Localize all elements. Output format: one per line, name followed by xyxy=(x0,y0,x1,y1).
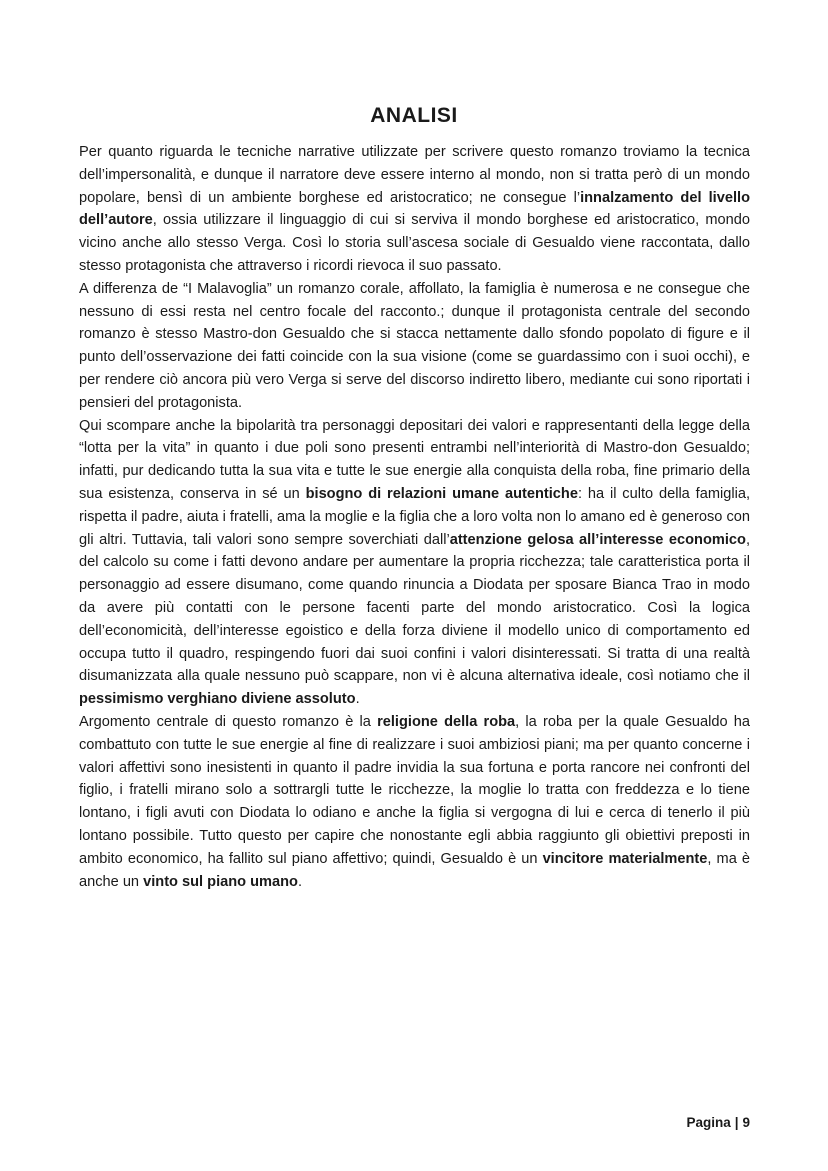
paragraph xyxy=(79,415,750,711)
page-number: 9 xyxy=(742,1115,750,1130)
bold-phrase: innalzamento del livello dell’autore xyxy=(79,189,750,229)
paragraph xyxy=(79,141,750,278)
page-footer xyxy=(686,1115,750,1130)
bold-phrase: pessimismo verghiano diviene assoluto xyxy=(79,691,356,708)
page-title: ANALISI xyxy=(370,104,458,127)
paragraph xyxy=(79,278,750,415)
text-run: , del calcolo su come i fatti devono andare per aumentare la propria ricchezza; tale caratteristica porta il personaggio ad essere disumano, come quando rinuncia a Diodata per sposare Bianca Trao in modo da avere più contatti con le persone facenti parte del mondo aristocratico. Così la logica dell’economicità, dell’interesse egoistico e della forza diviene il modello unico di comportamento ed occupa tutto il quadro, respingendo fuori dai suoi confini i valori disinteressati. Si tratta di una realtà disumanizzata alla quale nessuno può scappare, non vi è alcuna alternativa ideale, così notiamo che il xyxy=(79,531,750,685)
bold-phrase: bisogno di relazioni umane autentiche xyxy=(305,485,578,502)
text-run: . xyxy=(297,873,303,890)
text-run: . xyxy=(355,691,360,708)
bold-phrase: vinto sul piano umano xyxy=(143,873,298,890)
paragraph xyxy=(79,711,750,893)
page-separator: | xyxy=(734,1115,739,1130)
text-run: Argomento centrale di questo romanzo è la xyxy=(79,713,378,730)
text-run: , ma è anche un xyxy=(79,850,750,890)
analysis-body xyxy=(79,141,750,893)
page-label: Pagina xyxy=(686,1115,731,1130)
text-run: , ossia utilizzare il linguaggio di cui si serviva il mondo borghese ed aristocratico, mondo vicino anche allo stesso Verga. Così lo storia sull’ascesa sociale di Gesualdo viene raccontata, dallo stesso protagonista che attraverso i ricordi rievoca il suo passato. xyxy=(79,212,750,274)
bold-phrase: attenzione gelosa all’interesse economico xyxy=(449,531,746,548)
text-run: A differenza de “I Malavoglia” un romanzo corale, affollato, la famiglia è numerosa e ne consegue che nessuno di essi resta nel centro focale del racconto.; dunque il protagonista centrale del secondo romanzo è stesso Mastro-don Gesualdo che si stacca nettamente dallo sfondo popolato di figure e il punto dell’osservazione dei fatti coincide con la sua visione (come se guardassimo con i suoi occhi), e per rendere ciò ancora più vero Verga si serve del discorso indiretto libero, mediante cui sono riportati i pensieri del protagonista. xyxy=(79,280,750,411)
text-run: : ha il culto della famiglia, rispetta il padre, aiuta i fratelli, ama la moglie e la figlia che a loro volta non lo amano ed è generoso con gli altri. Tuttavia, tali valori sono sempre soverchiati dall’ xyxy=(79,485,750,548)
text-run: Qui scompare anche la bipolarità tra personaggi depositari dei valori e rappresentanti della legge della “lotta per la vita” in quanto i due poli sono presenti entrambi nell’interiorità di Mastro-don Gesualdo; infatti, pur dedicando tutta la sua vita e tutte le sue energie alla conquista della roba, fine primario della sua esistenza, conserva in sé un xyxy=(79,417,750,502)
bold-phrase: religione della roba xyxy=(377,713,516,730)
text-run: Per quanto riguarda le tecniche narrative utilizzate per scrivere questo romanzo troviamo la tecnica dell’impersonalità, e dunque il narratore deve essere interno al mondo, non si tratta però di un mondo popolare, bensì di un ambiente borghese ed aristocratico; ne consegue l’ xyxy=(79,144,750,206)
text-run: , la roba per la quale Gesualdo ha combattuto con tutte le sue energie al fine di realizzare i suoi ambiziosi piani; ma per quanto concerne i valori affettivi sono inesistenti in quanto il padre invidia la sua fortuna e porta rancore nei confronti del figlio, i fratelli mirano solo a sottrargli tutte le ricchezze, la moglie lo tratta con freddezza e lo tiene lontano, i figli avuti con Diodata lo odiano e anche la figlia si vergogna di lui e cerca di tenerlo il più lontano possibile. Tutto questo per capire che nonostante egli abbia raggiunto gli obiettivi preposti in ambito economico, ha fallito sul piano affettivo; quindi, Gesualdo è un xyxy=(79,713,750,867)
bold-phrase: vincitore materialmente xyxy=(542,850,708,867)
